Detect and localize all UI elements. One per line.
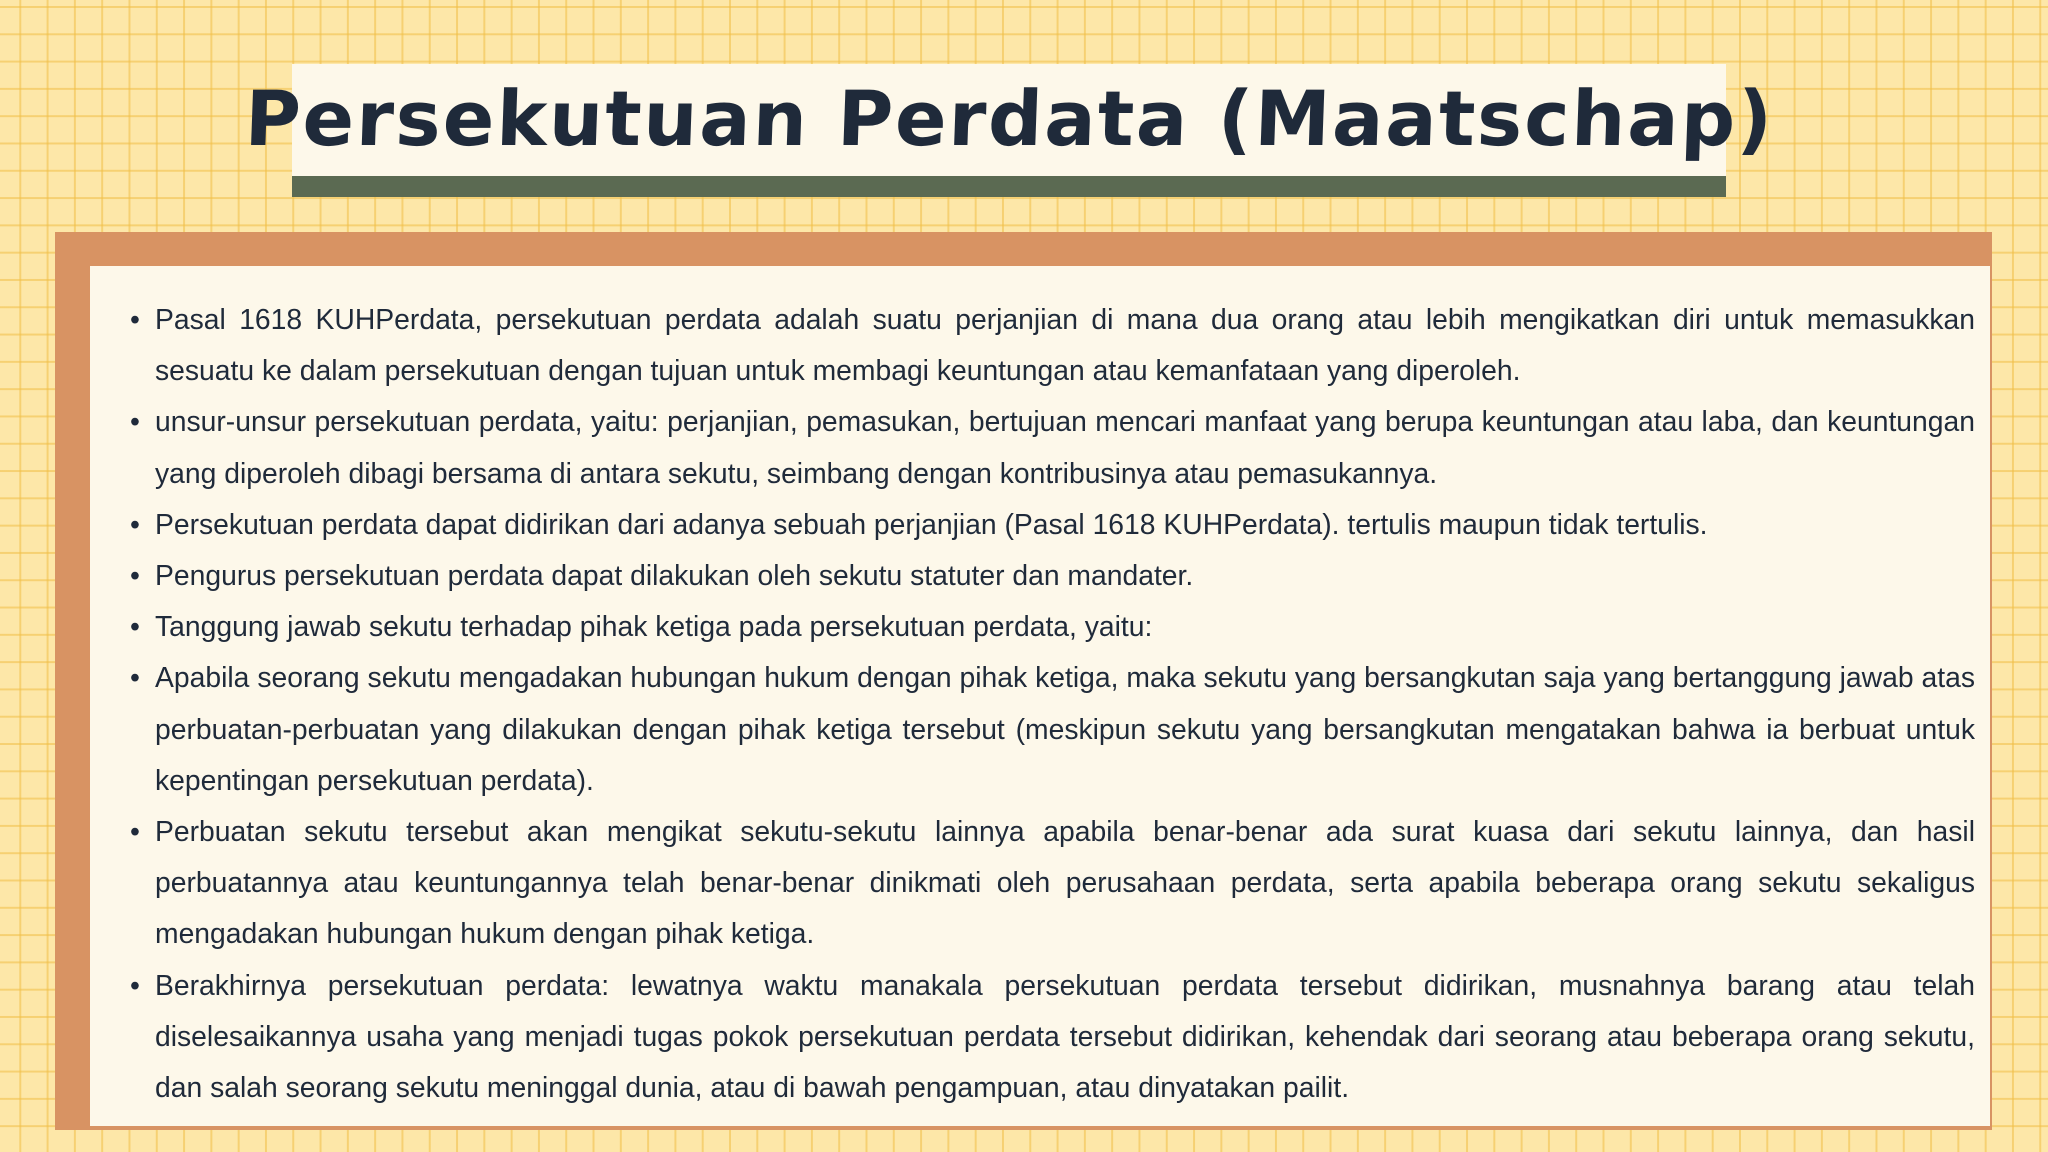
bullet-text: Perbuatan sekutu tersebut akan mengikat sekutu-sekutu lainnya apabila benar-benar ada surat kuasa dari sekutu lainnya, dan hasil perbuatannya atau keuntungannya telah benar-benar dinikmati oleh perusahaan perdata, serta apabila beberapa orang sekutu sekaligus mengadakan hubungan hukum dengan pihak ketiga. [155,815,1975,950]
bullet-item [130,652,1975,806]
title-underline-bar [292,176,1726,197]
bullet-list [130,294,1975,1113]
bullet-dot: • [130,815,140,848]
bullet-dot: • [130,610,140,643]
bullet-item [130,960,1975,1114]
bullet-item [130,550,1975,601]
bullet-text: Pengurus persekutuan perdata dapat dilakukan oleh sekutu statuter dan mandater. [155,559,1194,592]
bullet-item [130,294,1975,396]
bullet-item [130,396,1975,498]
bullet-text: Tanggung jawab sekutu terhadap pihak ketiga pada persekutuan perdata, yaitu: [155,610,1153,643]
bullet-dot: • [130,559,140,592]
bullet-item [130,806,1975,960]
bullet-dot: • [130,405,140,438]
bullet-dot: • [130,507,140,540]
bullet-text: Persekutuan perdata dapat didirikan dari adanya sebuah perjanjian (Pasal 1618 KUHPerdata). tertulis maupun tidak tertulis. [155,507,1708,540]
bullet-dot: • [130,303,140,335]
title-box [242,64,1776,176]
slide-title: Persekutuan Perdata (Maatschap) [242,73,1776,163]
bullet-dot: • [130,968,140,1001]
bullet-dot: • [130,661,140,694]
bullet-item [130,601,1975,652]
bullet-text: Apabila seorang sekutu mengadakan hubungan hukum dengan pihak ketiga, maka sekutu yang bersangkutan saja yang bertanggung jawab atas perbuatan-perbuatan yang dilakukan dengan pihak ketiga tersebut (meskipun sekutu yang bersangkutan mengatakan bahwa ia berbuat untuk kepentingan persekutuan perdata). [155,661,1975,796]
bullet-text: Pasal 1618 KUHPerdata, persekutuan perdata adalah suatu perjanjian di mana dua orang atau lebih mengikatkan diri untuk memasukkan sesuatu ke dalam persekutuan dengan tujuan untuk membagi keuntungan atau kemanfataan yang diperoleh. [155,303,1975,387]
bullet-item [130,499,1975,550]
bullet-text: Berakhirnya persekutuan perdata: lewatnya waktu manakala persekutuan perdata tersebut didirikan, musnahnya barang atau telah diselesaikannya usaha yang menjadi tugas pokok persekutuan perdata tersebut didirikan, kehendak dari seorang atau beberapa orang sekutu, dan salah seorang sekutu meninggal dunia, atau di bawah pengampuan, atau dinyatakan pailit. [155,968,1975,1104]
bullet-text: unsur-unsur persekutuan perdata, yaitu: perjanjian, pemasukan, bertujuan mencari manfaat yang berupa keuntungan atau laba, dan keuntungan yang diperoleh dibagi bersama di antara sekutu, seimbang dengan kontribusinya atau pemasukannya. [155,405,1975,489]
